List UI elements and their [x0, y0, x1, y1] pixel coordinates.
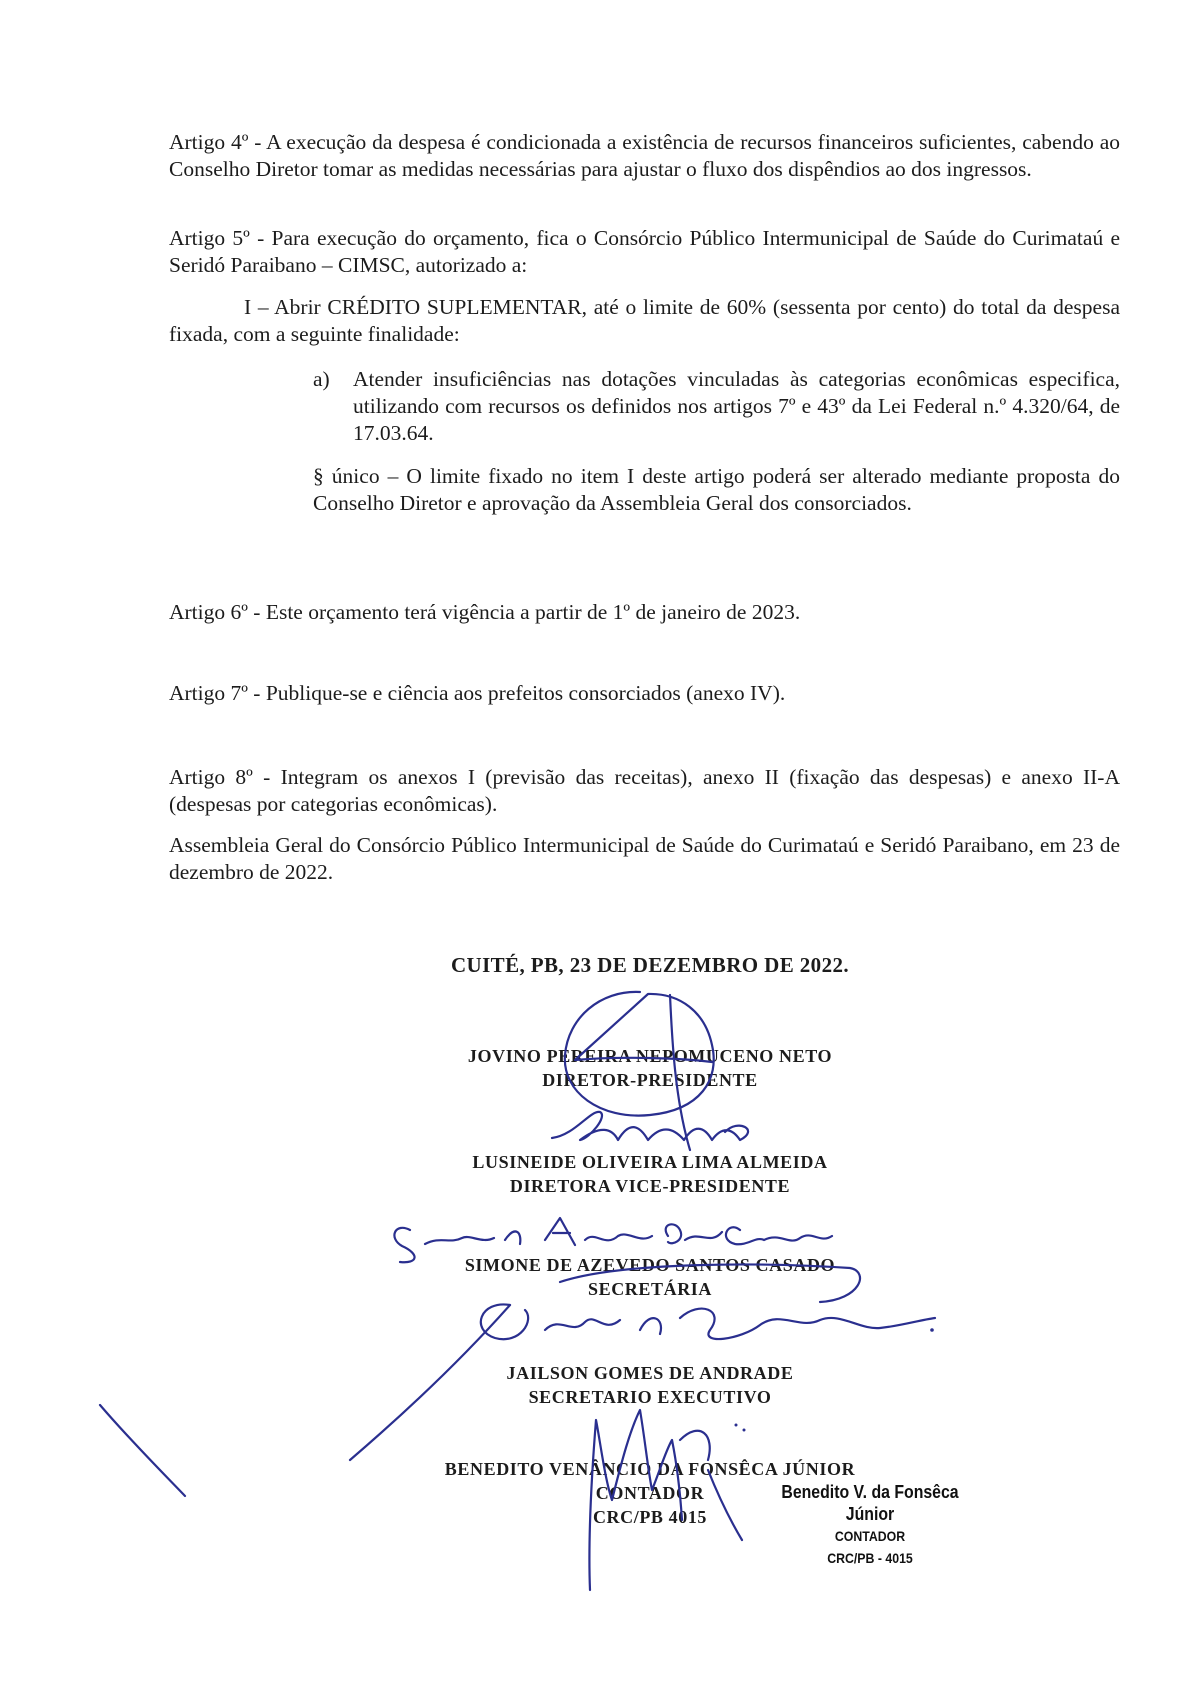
signature-executive-secretary: [481, 1304, 935, 1339]
signatory-name: JAILSON GOMES DE ANDRADE: [506, 1363, 794, 1383]
item-a: Atender insuficiências nas dotações vinculadas às categorias econômicas especifica, utilizando com recursos os definidos nos artigos 7º e 43º da Lei Federal n.º 4.320/64, de 17.03.64.: [353, 367, 1120, 445]
signatory-role: CONTADOR: [595, 1483, 705, 1503]
ink-dot: [930, 1328, 934, 1332]
article-7: Artigo 7º - Publique-se e ciência aos prefeitos consorciados (anexo IV).: [169, 681, 786, 705]
article-8: Artigo 8º - Integram os anexos I (previsão das receitas), anexo II (fixação das despesas) e anexo II-A (despesas por categorias econômicas).: [169, 765, 1120, 816]
paragraph-unico: § único – O limite fixado no item I deste artigo poderá ser alterado mediante proposta do Conselho Diretor e aprovação da Assembleia Geral dos consorciados.: [313, 464, 1120, 515]
signatory-registration: CRC/PB 4015: [592, 1507, 708, 1527]
signatory-name: LUSINEIDE OLIVEIRA LIMA ALMEIDA: [472, 1152, 828, 1172]
article-6: Artigo 6º - Este orçamento terá vigência a partir de 1º de janeiro de 2023.: [169, 600, 801, 624]
item-i: I – Abrir CRÉDITO SUPLEMENTAR, até o limite de 60% (sessenta por cento) do total da despesa fixada, com a seguinte finalidade:: [169, 295, 1120, 346]
assembly-statement: Assembleia Geral do Consórcio Público Intermunicipal de Saúde do Curimataú e Seridó Paraibano, em 23 de dezembro de 2022.: [169, 833, 1120, 884]
stamp-name: Benedito V. da Fonsêca Júnior: [781, 1482, 959, 1524]
article-4: Artigo 4º - A execução da despesa é condicionada a existência de recursos financeiros suficientes, cabendo ao Conselho Diretor tomar as medidas necessárias para ajustar o fluxo dos dispêndios ao dos ingressos.: [169, 130, 1120, 181]
signatory-name: SIMONE DE AZEVEDO SANTOS CASADO: [464, 1255, 836, 1275]
item-a-label: a): [313, 367, 330, 391]
signature-block-vice-president: [300, 1150, 1000, 1198]
signatory-role: SECRETÁRIA: [587, 1279, 713, 1299]
signatory-role: SECRETARIO EXECUTIVO: [528, 1387, 772, 1407]
article-5: Artigo 5º - Para execução do orçamento, fica o Consórcio Público Intermunicipal de Saúde do Curimataú e Seridó Paraibano – CIMSC, autorizado a:: [169, 226, 1120, 277]
stamp-registration: CRC/PB - 4015: [827, 1550, 913, 1566]
place-date: CUITÉ, PB, 23 DE DEZEMBRO DE 2022.: [450, 953, 850, 977]
signatory-role: DIRETORA VICE-PRESIDENTE: [509, 1176, 791, 1196]
signature-block-president: [300, 1044, 1000, 1092]
signatory-role: DIRETOR-PRESIDENTE: [542, 1070, 758, 1090]
signature-block-secretary: [300, 1253, 1000, 1301]
stamp-role: CONTADOR: [834, 1528, 906, 1544]
signature-vice-president: [552, 1112, 748, 1140]
signatory-name: JOVINO PEREIRA NEPOMUCENO NETO: [467, 1046, 833, 1066]
accountant-stamp: [756, 1481, 985, 1569]
margin-pen-stroke: [100, 1405, 185, 1496]
signature-block-executive-secretary: [300, 1361, 1000, 1409]
ink-dot: [743, 1429, 746, 1432]
signatory-name: BENEDITO VENÂNCIO DA FONSÊCA JÚNIOR: [444, 1459, 856, 1479]
ink-dot: [735, 1424, 738, 1427]
